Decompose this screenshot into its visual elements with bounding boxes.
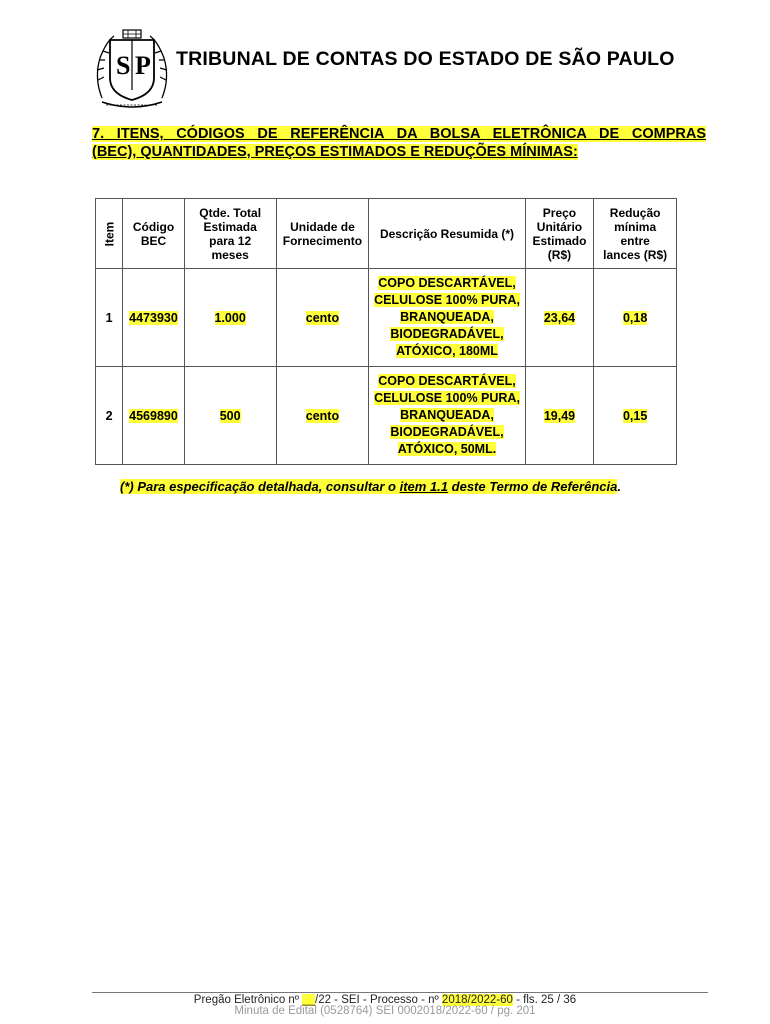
table-header-row	[96, 199, 677, 269]
cell-codigo: 4473930	[123, 269, 185, 367]
footer-divider	[92, 992, 708, 993]
sp-coat-of-arms-icon	[92, 28, 172, 110]
svg-text:S: S	[116, 51, 131, 80]
svg-text:P: P	[135, 51, 151, 80]
section-title-line1: 7. ITENS, CÓDIGOS DE REFERÊNCIA DA BOLSA ELETRÔNICA DE COMPRAS	[92, 126, 706, 142]
cell-descricao: COPO DESCARTÁVEL, CELULOSE 100% PURA, BRANQUEADA, BIODEGRADÁVEL, ATÓXICO, 180ML	[369, 269, 525, 367]
header-preco: Preço Unitário Estimado (R$)	[525, 199, 594, 269]
header-qtde: Qtde. Total Estimada para 12 meses	[184, 199, 276, 269]
cell-codigo: 4569890	[123, 367, 185, 465]
footer-sei-stamp: Minuta de Edital (0528764) SEI 0002018/2022-60 / pg. 201	[234, 1005, 536, 1017]
page-header	[92, 28, 712, 114]
cell-qtde: 500	[184, 367, 276, 465]
footer-page-info: Pregão Eletrônico nº __/22 - SEI - Processo - nº 2018/2022-60 - fls. 25 / 36	[193, 994, 577, 1006]
section-title-line2: (BEC), QUANTIDADES, PREÇOS ESTIMADOS E REDUÇÕES MÍNIMAS:	[92, 144, 578, 160]
item-reference-link: item 1.1	[399, 479, 449, 494]
section-title	[92, 125, 706, 161]
cell-preco: 19,49	[525, 367, 594, 465]
cell-descricao: COPO DESCARTÁVEL, CELULOSE 100% PURA, BRANQUEADA, BIODEGRADÁVEL, ATÓXICO, 50ML.	[369, 367, 525, 465]
header-descricao: Descrição Resumida (*)	[369, 199, 525, 269]
header-reducao: Redução mínima entre lances (R$)	[594, 199, 677, 269]
cell-reducao: 0,15	[594, 367, 677, 465]
specification-note: (*) Para especificação detalhada, consultar o item 1.1 deste Termo de Referência.	[120, 479, 621, 494]
header-codigo: Código BEC	[123, 199, 185, 269]
items-table	[95, 198, 677, 465]
cell-item: 2	[96, 367, 123, 465]
table-row	[96, 367, 677, 465]
cell-qtde: 1.000	[184, 269, 276, 367]
cell-reducao: 0,18	[594, 269, 677, 367]
cell-unidade: cento	[276, 269, 369, 367]
table-row	[96, 269, 677, 367]
header-item: Item	[96, 199, 123, 269]
org-name: TRIBUNAL DE CONTAS DO ESTADO DE SÃO PAULO	[176, 48, 675, 70]
header-unidade: Unidade de Fornecimento	[276, 199, 369, 269]
cell-unidade: cento	[276, 367, 369, 465]
cell-item: 1	[96, 269, 123, 367]
cell-preco: 23,64	[525, 269, 594, 367]
